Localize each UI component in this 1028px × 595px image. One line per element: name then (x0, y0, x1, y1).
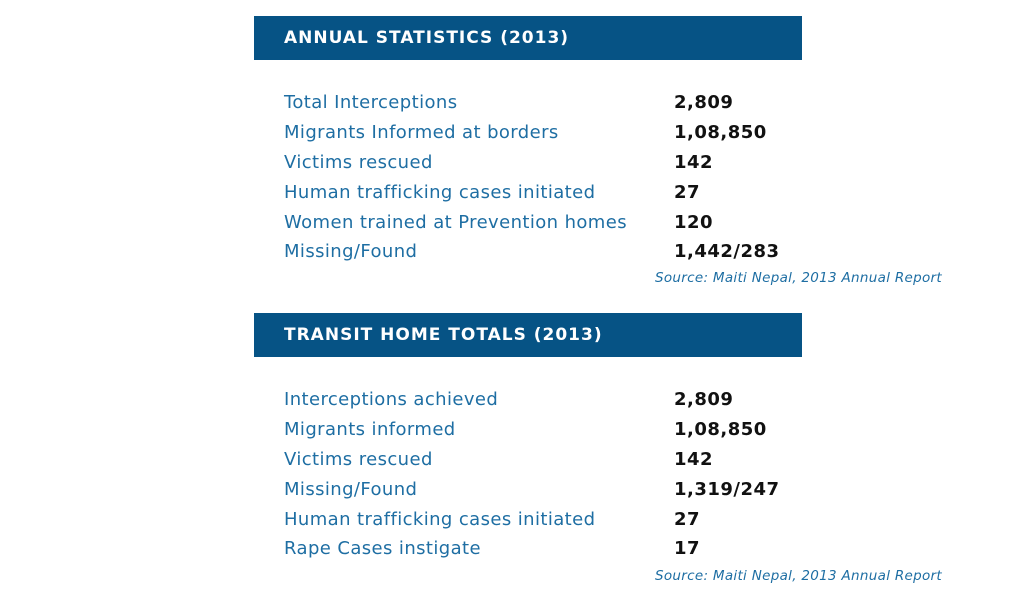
stat-row (254, 237, 954, 267)
stat-value: 142 (674, 151, 714, 173)
stat-row (254, 88, 954, 118)
section-title-banner: TRANSIT HOME TOTALS (2013) (254, 313, 802, 357)
stat-value: 1,08,850 (674, 122, 767, 144)
stats-list (254, 385, 954, 564)
transit-home-totals-section (254, 313, 954, 584)
stat-label: Women trained at Prevention homes (284, 211, 627, 233)
stat-row (254, 177, 954, 207)
stat-value: 120 (674, 211, 714, 233)
stat-label: Migrants informed (284, 419, 456, 441)
source-note: Source: Maiti Nepal, 2013 Annual Report (654, 568, 942, 584)
stat-label: Rape Cases instigate (284, 538, 481, 560)
stat-value: 2,809 (674, 389, 734, 411)
stat-label: Victims rescued (284, 448, 433, 470)
stat-value: 1,319/247 (674, 478, 780, 500)
stat-row (254, 534, 954, 564)
stat-row (254, 415, 954, 445)
stat-row (254, 385, 954, 415)
stat-value: 17 (674, 538, 701, 560)
stat-label: Migrants Informed at borders (284, 122, 559, 144)
stat-value: 1,442/283 (674, 241, 780, 263)
stat-row (254, 504, 954, 534)
stat-label: Missing/Found (284, 241, 418, 263)
stat-value: 27 (674, 181, 701, 203)
stat-label: Interceptions achieved (284, 389, 499, 411)
stat-row (254, 474, 954, 504)
stat-label: Total Interceptions (284, 92, 458, 114)
stat-row (254, 148, 954, 178)
stat-label: Human trafficking cases initiated (284, 181, 596, 203)
source-note: Source: Maiti Nepal, 2013 Annual Report (654, 270, 942, 286)
stat-label: Missing/Found (284, 478, 418, 500)
stat-value: 1,08,850 (674, 419, 767, 441)
stat-label: Human trafficking cases initiated (284, 508, 596, 530)
section-title-banner: ANNUAL STATISTICS (2013) (254, 16, 802, 60)
stat-row (254, 118, 954, 148)
stat-value: 27 (674, 508, 701, 530)
annual-statistics-section (254, 16, 954, 286)
stat-value: 142 (674, 448, 714, 470)
stat-row (254, 207, 954, 237)
stats-list (254, 88, 954, 267)
stat-value: 2,809 (674, 92, 734, 114)
stat-label: Victims rescued (284, 151, 433, 173)
stat-row (254, 445, 954, 475)
